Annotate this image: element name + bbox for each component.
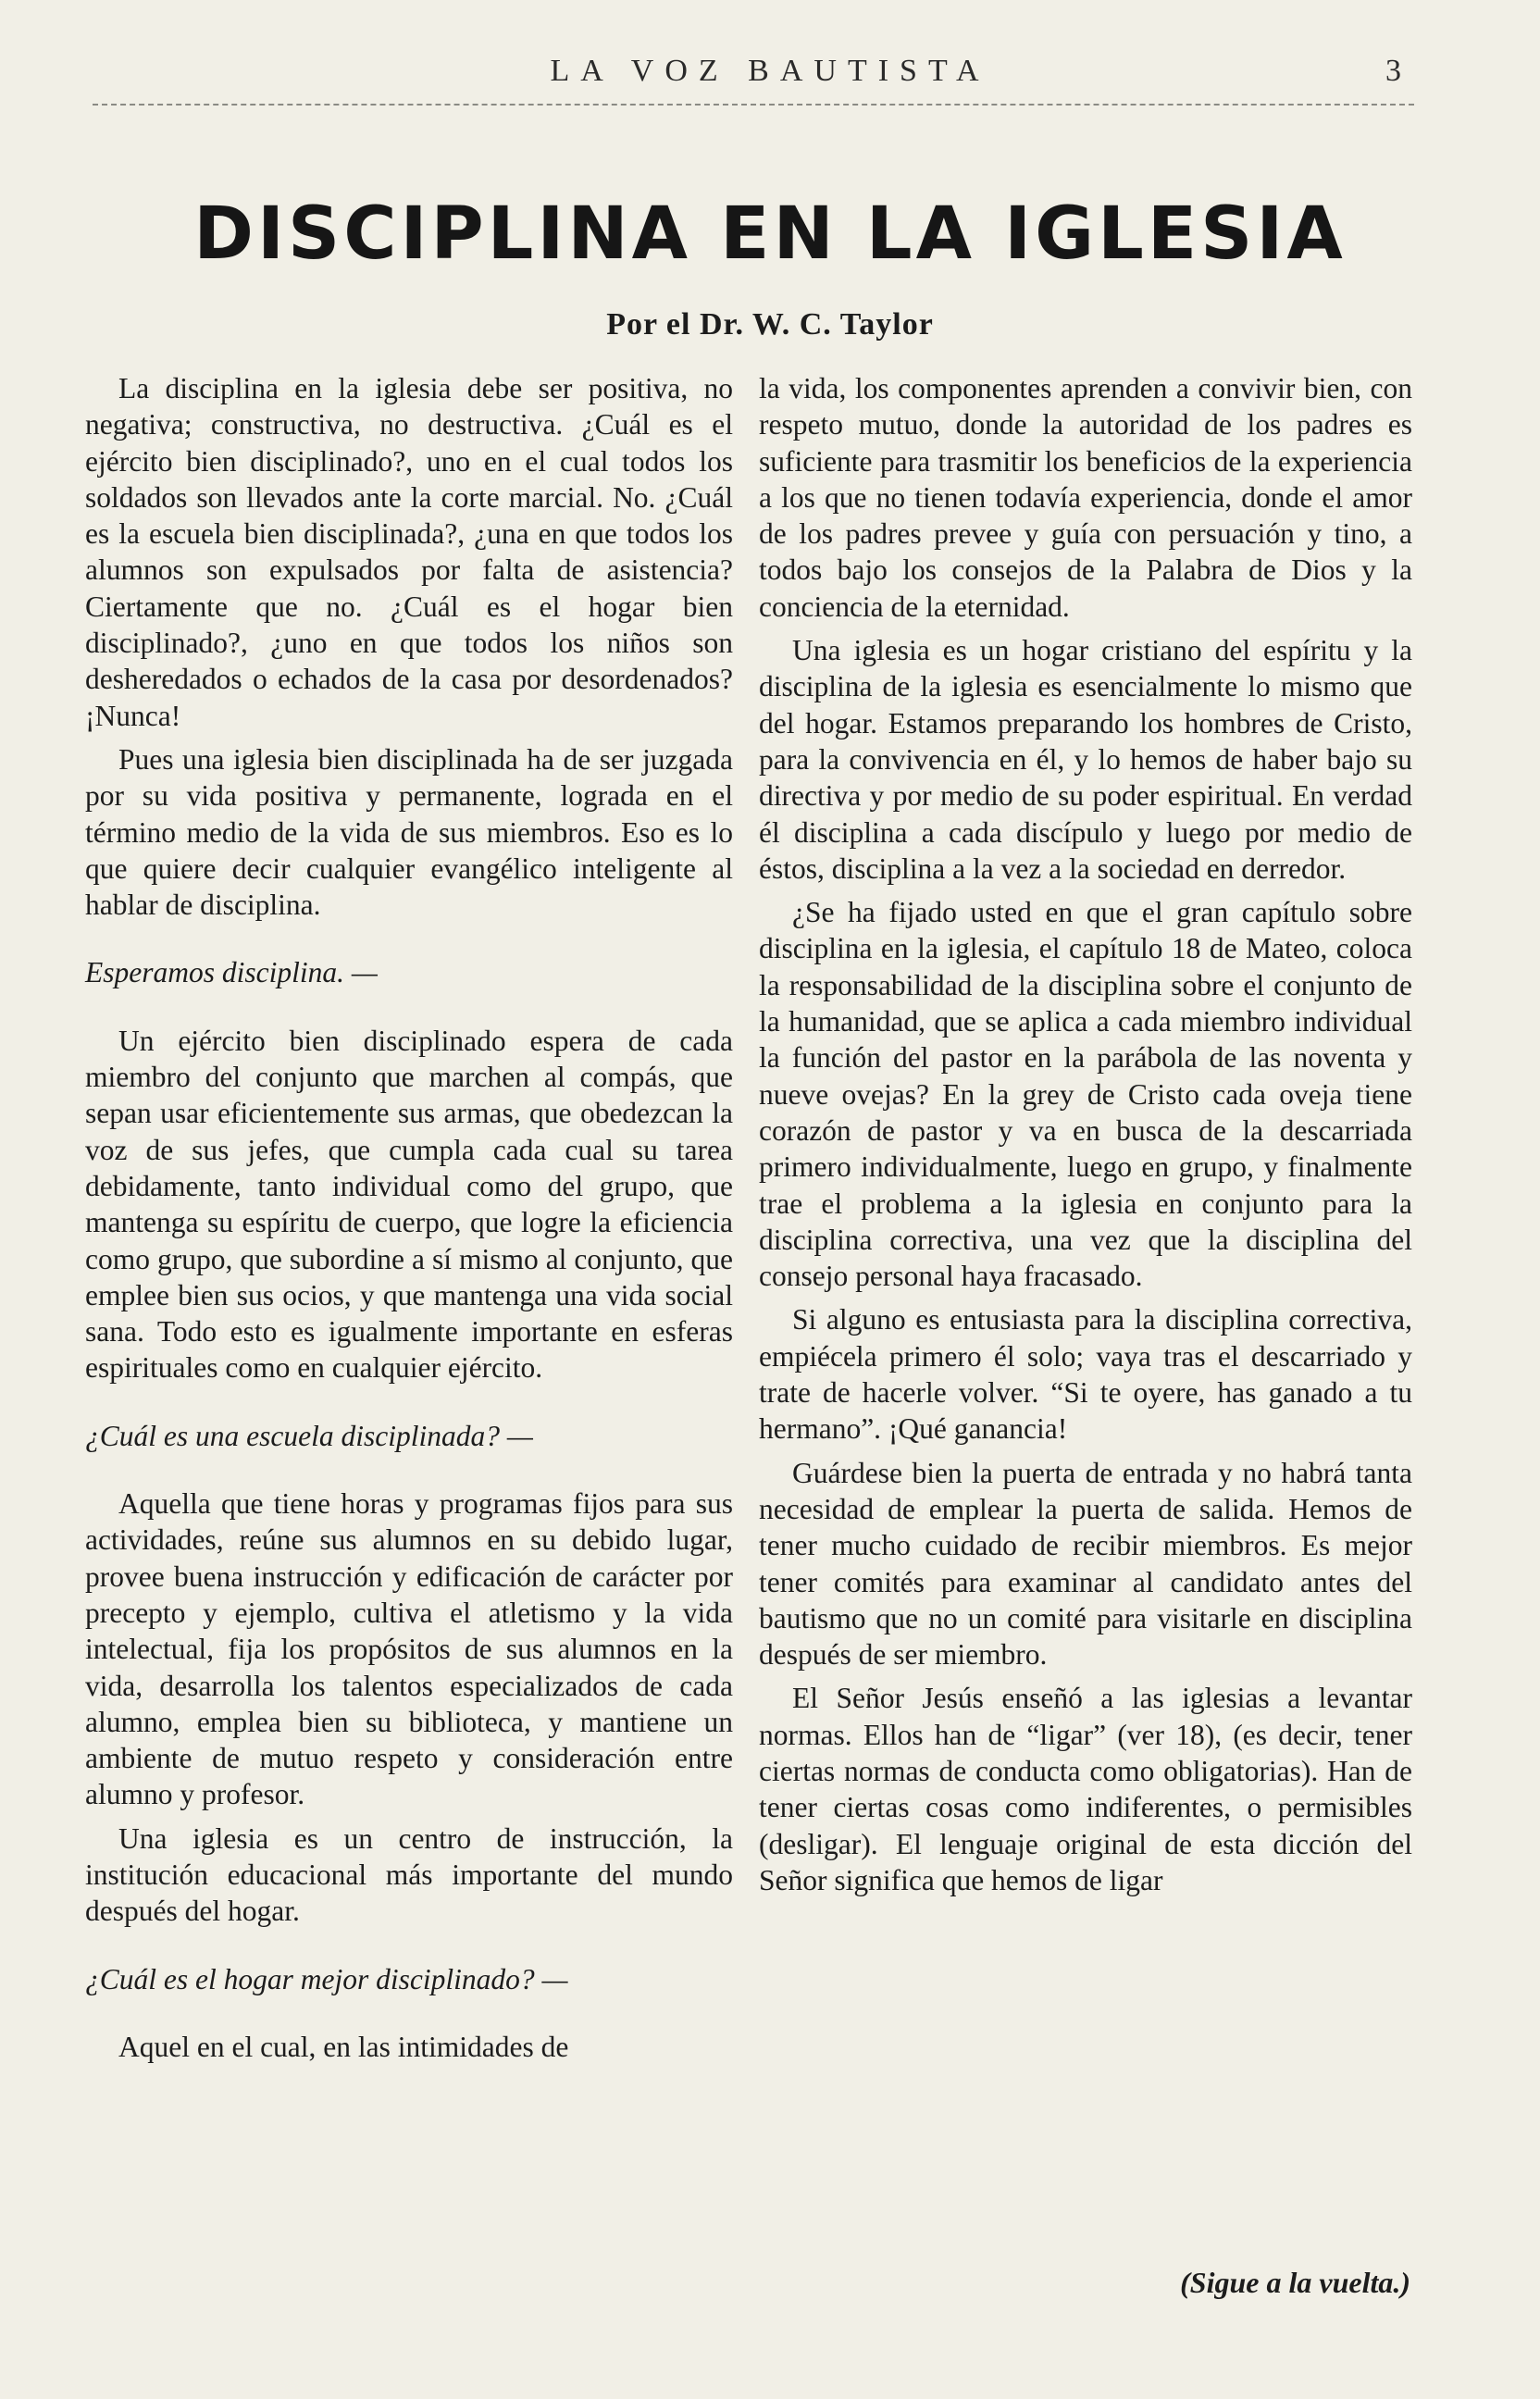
section-heading: ¿Cuál es el hogar mejor disciplinado? —	[85, 1962, 568, 1995]
paragraph: El Señor Jesús enseñó a las iglesias a levantar normas. Ellos han de “ligar” (ver 18), (es decir, tener ciertas normas de conducta como obligatorias). Han de tener ciertas cosas como indiferentes, o permisibles (desligar). El lenguaje original de esta dicción del Señor significa que hemos de ligar	[759, 1682, 1412, 1896]
paragraph: La disciplina en la iglesia debe ser positiva, no negativa; constructiva, no destructiva. ¿Cuál es el ejército bien disciplinado?, uno en el cual todos los soldados son llevados ante la corte marcial. No. ¿Cuál es la escuela bien disciplinada?, ¿una en que todos los alumnos son expulsados por falta de asistencia? Ciertamente que no. ¿Cuál es el hogar bien disciplinado?, ¿uno en que todos los niños son desheredados o echados de la casa por desordenados? ¡Nunca!	[85, 372, 733, 732]
paragraph: Aquel en el cual, en las intimidades de	[118, 2030, 569, 2063]
paragraph: la vida, los componentes aprenden a convivir bien, con respeto mutuo, donde la autoridad de los padres es suficiente para trasmitir los beneficios de la experiencia a los que no tienen todavía experiencia, donde el amor de los padres prevee y guía con persuación y tino, a todos bajo los consejos de la Palabra de Dios y la conciencia de la eternidad.	[759, 372, 1412, 623]
continued-note: (Sigue a la vuelta.)	[1180, 2266, 1410, 2299]
article-title: DISCIPLINA EN LA IGLESIA	[193, 193, 1347, 276]
left-column	[85, 370, 733, 2065]
page-number: 3	[1385, 54, 1401, 88]
paragraph: ¿Se ha fijado usted en que el gran capítulo sobre disciplina en la iglesia, el capítulo 18 de Mateo, coloca la responsabilidad de la disciplina sobre el conjunto de la humanidad, que se aplica a cada miembro individual la función del pastor en la parábola de las noventa y nueve ovejas? En la grey de Cristo cada oveja tiene corazón de pastor y va en busca de la descarriada primero individualmente, luego en grupo, y finalmente trae el problema a la iglesia en conjunto para la disciplina correctiva, una vez que la disciplina del consejo personal haya fracasado.	[759, 896, 1412, 1293]
journal-name: LA VOZ BAUTISTA	[550, 54, 990, 88]
paragraph: Una iglesia es un centro de instrucción, la institución educacional más importante del mundo después del hogar.	[85, 1821, 733, 1928]
paragraph: Si alguno es entusiasta para la disciplina correctiva, empiécela primero él solo; vaya tras el descarriado y trate de hacerle volver. “Si te oyere, has ganado a tu hermano”. ¡Qué ganancia!	[759, 1303, 1412, 1446]
paragraph: Aquella que tiene horas y programas fijos para sus actividades, reúne sus alumnos en su debido lugar, provee buena instrucción y edificación de carácter por precepto y ejemplo, cultiva el atletismo y la vida intelectual, fija los propósitos de sus alumnos en la vida, desarrolla los talentos especializados de cada alumno, emplea bien su biblioteca, y mantiene un ambiente de mutuo respeto y consideración entre alumno y profesor.	[85, 1487, 733, 1811]
paragraph: Una iglesia es un hogar cristiano del espíritu y la disciplina de la iglesia es esencialmente lo mismo que del hogar. Estamos preparando los hombres de Cristo, para la convivencia en él, y lo hemos de haber bajo su directiva y por medio de su poder espiritual. En verdad él disciplina a cada discípulo y luego por medio de éstos, disciplina a la vez a la sociedad en derredor.	[759, 634, 1412, 885]
article-byline: Por el Dr. W. C. Taylor	[606, 307, 934, 342]
paragraph: Guárdese bien la puerta de entrada y no habrá tanta necesidad de emplear la puerta de salida. Hemos de tener mucho cuidado de recibir miembros. Es mejor tener comités para examinar al candidato antes del bautismo que no un comité para visitarle en disciplina después de ser miembro.	[759, 1456, 1412, 1672]
header-rule	[93, 104, 1414, 106]
section-heading: Esperamos disciplina. —	[85, 956, 378, 989]
section-heading: ¿Cuál es una escuela disciplinada? —	[85, 1419, 533, 1452]
running-head	[0, 54, 1540, 100]
paragraph: Un ejército bien disciplinado espera de cada miembro del conjunto que marchen al compás, que sepan usar eficientemente sus armas, que obedezcan la voz de sus jefes, que cumpla cada cual su tarea debidamente, tanto individual como del grupo, que mantenga su espíritu de cuerpo, que logre la eficiencia como grupo, que subordine a sí mismo al conjunto, que emplee bien sus ocios, y que mantenga una vida social sana. Todo esto es igualmente importante en esferas espirituales como en cualquier ejército.	[85, 1024, 733, 1385]
paragraph: Pues una iglesia bien disciplinada ha de ser juzgada por su vida positiva y permanente, lograda en el término medio de la vida de sus miembros. Eso es lo que quiere decir cualquier evangélico inteligente al hablar de disciplina.	[85, 742, 733, 922]
right-column	[759, 370, 1412, 1898]
